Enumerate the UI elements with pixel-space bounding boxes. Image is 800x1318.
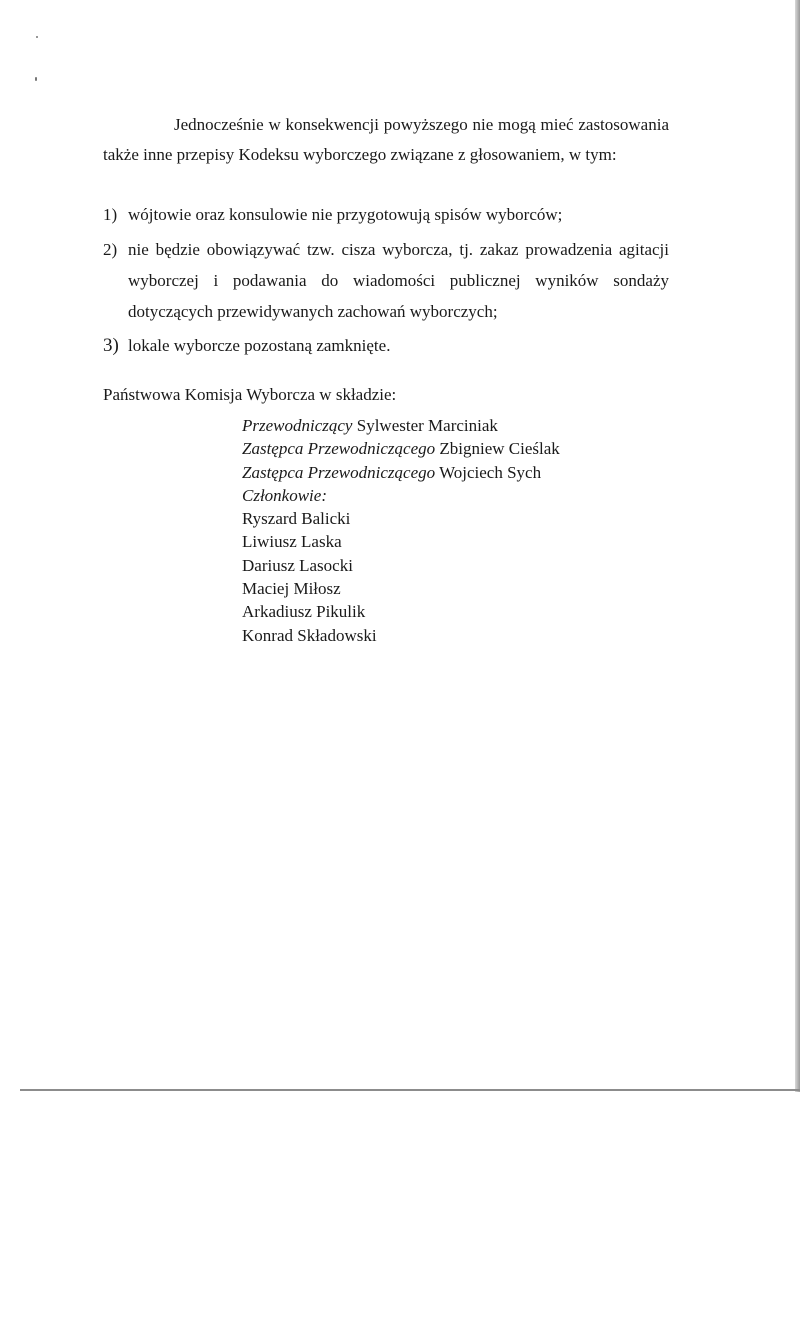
list-item: [103, 331, 669, 361]
deputy-name: Zbigniew Cieślak: [439, 439, 560, 459]
deputy-role: Zastępca Przewodniczącego: [242, 462, 436, 482]
list-item-text: lokale wyborcze pozostaną zamknięte.: [128, 336, 391, 355]
list-item-text: wójtowie oraz konsulowie nie przygotowują spisów wyborców;: [128, 205, 563, 224]
intro-paragraph: Jednocześnie w konsekwencji powyższego nie mogą mieć zastosowania także inne przepisy Kodeksu wyborczego związane z głosowaniem, w tym:: [103, 115, 669, 164]
list-item: [103, 234, 669, 327]
deputy-role: Zastępca Przewodniczącego: [242, 439, 436, 459]
member-name: Maciej Miłosz: [242, 579, 341, 599]
list-item: [103, 200, 669, 230]
chair-line: [242, 414, 560, 437]
chair-name: Sylwester Marciniak: [356, 416, 498, 435]
scan-speck: [35, 77, 37, 81]
consequences-list: [103, 200, 669, 365]
deputy-line: [242, 461, 560, 484]
deputy-name: Wojciech Sych: [439, 462, 542, 482]
page-bottom-edge: [20, 1089, 800, 1091]
scan-speck: [36, 36, 38, 38]
member-name: Dariusz Lasocki: [242, 555, 353, 575]
chair-role: Przewodniczący: [242, 416, 353, 435]
member-name: Liwiusz Laska: [242, 532, 342, 552]
list-item-number: 1): [103, 205, 118, 224]
scan-edge: [795, 0, 800, 1092]
member-name: Ryszard Balicki: [242, 509, 351, 529]
commission-heading: Państwowa Komisja Wyborcza w składzie:: [103, 385, 397, 404]
deputy-line: [242, 437, 560, 460]
list-item-text: nie będzie obowiązywać tzw. cisza wyborcza, tj. zakaz prowadzenia agitacji wyborczej i podawania do wiadomości publicznej wyników sondaży dotyczących przewidywanych zachowań wyborczych;: [128, 240, 669, 321]
member-name: Konrad Składowski: [242, 625, 377, 645]
members-label: Członkowie:: [242, 485, 327, 505]
list-item-number: 3): [103, 335, 119, 356]
member-name: Arkadiusz Pikulik: [242, 602, 366, 622]
signatories-block: [242, 414, 560, 647]
list-item-number: 2): [103, 240, 118, 259]
